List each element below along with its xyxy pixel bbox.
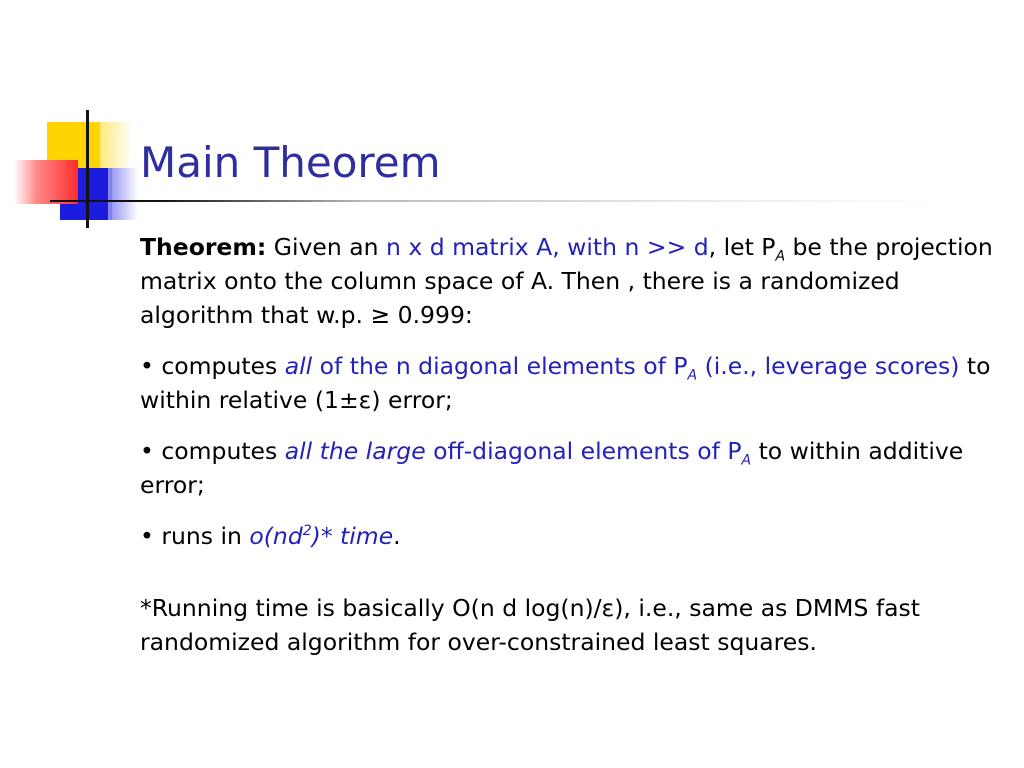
bullet-diagonal bbox=[140, 349, 1000, 417]
slide-title: Main Theorem bbox=[140, 138, 441, 187]
corner-decoration bbox=[0, 0, 140, 240]
bullet-runtime bbox=[140, 519, 1000, 553]
theorem-text: Given an bbox=[266, 233, 386, 261]
red-gradient-decoration bbox=[14, 160, 78, 204]
vertical-line-decoration bbox=[86, 110, 89, 228]
bullet-highlight: off-diagonal elements of P bbox=[425, 437, 742, 465]
yellow-fade-decoration bbox=[100, 122, 132, 168]
theorem-text: , let P bbox=[708, 233, 776, 261]
theorem-label: Theorem: bbox=[140, 233, 267, 261]
bullet-text: • computes bbox=[140, 437, 285, 465]
subscript: A bbox=[741, 452, 752, 469]
subscript: A bbox=[687, 367, 698, 384]
superscript: 2 bbox=[302, 523, 312, 540]
subscript: A bbox=[775, 248, 786, 265]
bullet-text: ) error; bbox=[371, 386, 453, 414]
theorem-statement bbox=[140, 230, 1000, 332]
bullet-text: ±ε bbox=[338, 386, 372, 414]
theorem-matrix-text: n x d matrix A, with n >> d bbox=[385, 233, 709, 261]
bullet-highlight: (i.e., leverage scores) bbox=[697, 352, 960, 380]
bullet-text: . bbox=[393, 522, 401, 550]
emphasis: )* time bbox=[311, 522, 394, 550]
emphasis: all the large bbox=[284, 437, 426, 465]
footnote: *Running time is basically O(n d log(n)/ε), i.e., same as DMMS fast randomized algorithm for over-constrained least squares. bbox=[140, 594, 920, 656]
bullet-text: • computes bbox=[140, 352, 285, 380]
emphasis: o(nd bbox=[249, 522, 303, 550]
bullet-text: to within relative (1 bbox=[140, 352, 991, 414]
emphasis: all bbox=[284, 352, 313, 380]
title-underline bbox=[50, 200, 950, 202]
theorem-text: be the projection matrix onto the column space of A. Then , there is a randomized algorithm that w.p. ≥ 0.999: bbox=[140, 233, 993, 329]
slide-body bbox=[140, 230, 1000, 676]
bullet-off-diagonal bbox=[140, 434, 1000, 502]
bullet-text: to within additive error; bbox=[140, 437, 964, 499]
bullet-text: • runs in bbox=[140, 522, 250, 550]
bullet-highlight: of the n diagonal elements of P bbox=[312, 352, 688, 380]
blue-fade-decoration bbox=[108, 168, 138, 220]
